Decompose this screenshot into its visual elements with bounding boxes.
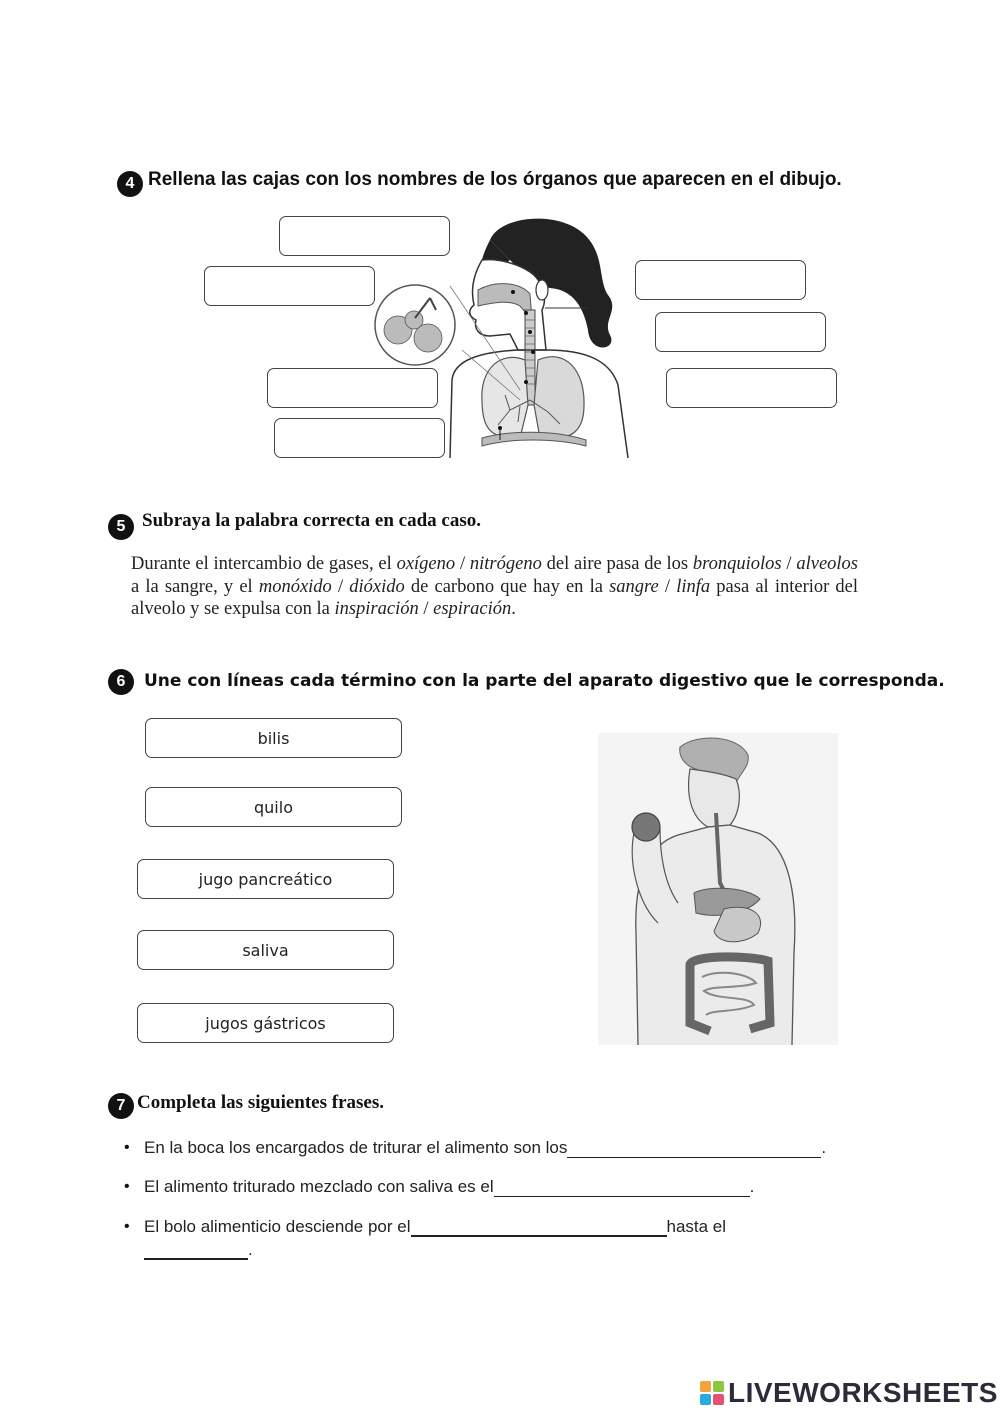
- option-word[interactable]: inspiración: [334, 599, 419, 619]
- question-5-title: Subraya la palabra correcta en cada caso.: [142, 510, 481, 531]
- term-box-jugo-pancreatico[interactable]: jugo pancreático: [137, 859, 394, 899]
- organ-answer-box-7[interactable]: [666, 368, 837, 408]
- sentence-3: El bolo alimenticio desciende por el hasta el: [144, 1217, 727, 1236]
- question-7-title: Completa las siguientes frases.: [137, 1092, 384, 1113]
- sentence-3-continuation: .: [144, 1240, 253, 1260]
- sentence-3-blank-2[interactable]: [144, 1240, 248, 1260]
- digestive-system-illustration: [598, 733, 838, 1045]
- organ-answer-box-1[interactable]: [279, 216, 450, 256]
- liveworksheets-logo: [700, 1375, 998, 1411]
- sentence-1-blank[interactable]: [567, 1139, 821, 1158]
- organ-answer-box-3[interactable]: [267, 368, 438, 408]
- question-number-badge: 4: [117, 171, 143, 197]
- bullet: •: [124, 1139, 130, 1156]
- option-word[interactable]: sangre: [609, 576, 659, 597]
- option-word[interactable]: oxígeno: [396, 554, 456, 574]
- term-box-jugos-gastricos[interactable]: jugos gástricos: [137, 1003, 394, 1043]
- logo-text: LIVEWORKSHEETS: [728, 1377, 998, 1408]
- option-word[interactable]: monóxido: [258, 576, 332, 597]
- bullet: •: [124, 1218, 130, 1235]
- sentence-1: En la boca los encargados de triturar el alimento son los .: [144, 1138, 827, 1157]
- term-box-bilis[interactable]: bilis: [145, 718, 402, 758]
- question-4-title: Rellena las cajas con los nombres de los órganos que aparecen en el dibujo.: [148, 169, 842, 190]
- sentence-2-blank[interactable]: [494, 1178, 750, 1197]
- organ-answer-box-4[interactable]: [274, 418, 445, 458]
- question-number-badge: 6: [108, 669, 134, 695]
- sentence-2: El alimento triturado mezclado con saliva es el .: [144, 1177, 755, 1196]
- organ-answer-box-2[interactable]: [204, 266, 375, 306]
- option-word[interactable]: nitrógeno: [469, 554, 542, 574]
- option-word[interactable]: espiración: [433, 599, 512, 619]
- organ-answer-box-6[interactable]: [655, 312, 826, 352]
- organ-answer-box-5[interactable]: [635, 260, 806, 300]
- option-word[interactable]: dióxido: [349, 576, 405, 597]
- option-word[interactable]: alveolos: [796, 554, 858, 574]
- term-box-saliva[interactable]: saliva: [137, 930, 394, 970]
- term-box-quilo[interactable]: quilo: [145, 787, 402, 827]
- gas-exchange-paragraph: Durante el intercambio de gases, el oxígeno / nitrógeno del aire pasa de los bronquiolos / alveolos a la sangre, y el monóxido / dióxido de carbono que hay en la sangre / linfa pasa al interior del alveolo y se expulsa con la inspiración / espiración.: [131, 554, 859, 619]
- option-word[interactable]: bronquiolos: [692, 554, 782, 574]
- question-number-badge: 5: [108, 514, 134, 540]
- logo-icon: [700, 1381, 724, 1405]
- sentence-3-blank-1[interactable]: [411, 1217, 667, 1237]
- question-number-badge: 7: [108, 1093, 134, 1119]
- bullet: •: [124, 1178, 130, 1195]
- option-word[interactable]: linfa: [676, 576, 711, 597]
- question-6-title: Une con líneas cada término con la parte del aparato digestivo que le corresponda.: [144, 671, 945, 691]
